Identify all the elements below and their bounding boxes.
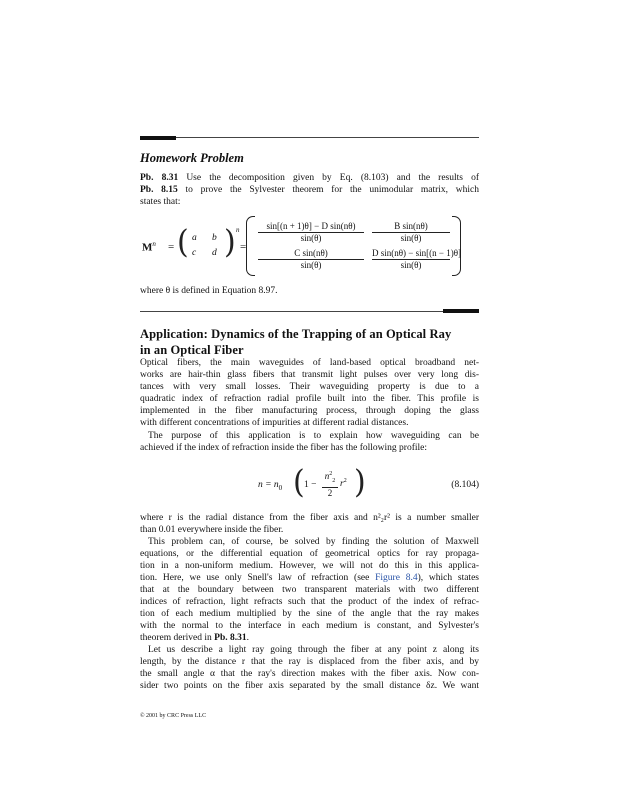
- para4-line: theorem derived in Pb. 8.31.: [140, 633, 249, 643]
- matrix-left-bracket: [246, 216, 255, 276]
- matrix-cell-12: B sin(nθ) sin(θ): [372, 221, 450, 244]
- copyright-footer: © 2001 by CRC Press LLC: [140, 713, 207, 719]
- matrix-cell-11: sin[(n + 1)θ] − D sin(nθ) sin(θ): [258, 221, 364, 244]
- problem-line-2: Pb. 8.15 to prove the Sylvester theorem for the unimodular matrix, which: [140, 185, 479, 195]
- para5-line: Let us describe a light ray going through the fiber at any point z along its: [148, 645, 479, 655]
- para2-line: The purpose of this application is to explain how waveguiding can be: [148, 431, 479, 441]
- index-profile-equation: $n = n_0$ ( 1 − $n^2_2$ 2 $r^2$ ) (8.104): [258, 464, 479, 501]
- matrix-cell-22: D sin(nθ) − sin[(n − 1)θ] sin(θ): [372, 248, 462, 270]
- application-title: Application: Dynamics of the Trapping of an Optical Ray in an Optical Fiber: [140, 327, 452, 357]
- para1-line: quadratic index of refraction radial profile built into the fiber. This profile is: [140, 394, 479, 404]
- para5-line: length, by the distance r that the ray is displaced from the fiber axis, and by: [140, 657, 479, 667]
- section-rule: [140, 311, 479, 312]
- right-paren: ): [224, 224, 236, 261]
- para1-line: with different concentrations of impurities at different radial distances.: [140, 418, 409, 428]
- homework-heading: Homework Problem: [140, 151, 244, 165]
- para2-line: achieved if the index of refraction inside the fiber has the following profile:: [140, 443, 428, 453]
- problem-label: Pb. 8.31: [140, 173, 179, 183]
- matrix-cell-21: C sin(nθ) sin(θ): [258, 248, 364, 271]
- matrix-right-bracket: [452, 216, 461, 276]
- para4-line: indices of refraction, light refracts such that the product of the index of refrac-: [140, 597, 479, 607]
- para1-line: implemented in the fiber manufacturing process, through doping the glass: [140, 406, 479, 416]
- para4-line: This problem can, of course, be solved by finding the solution of Maxwell: [148, 537, 479, 547]
- para1-line: Optical fibers, the main waveguides of land-based optical broadband net-: [140, 358, 479, 368]
- para5-line: the small angle α that the ray's direction makes with the fiber axis. Now con-: [140, 669, 479, 679]
- problem-line-3: states that:: [140, 197, 181, 207]
- para4-line: tion. Here, we use only Snell's law of refraction (see Figure 8.4), which states: [140, 573, 479, 583]
- problem-line-1: Pb. 8.31 Use the decomposition given by Eq. (8.103) and the results of: [140, 173, 479, 183]
- theta-definition: where θ is defined in Equation 8.97.: [140, 286, 278, 296]
- section-rule-accent: [443, 309, 479, 313]
- matrix-lhs: $M^n$: [142, 240, 156, 254]
- top-rule: [140, 137, 479, 138]
- para4-line: with the normal to the interface in each medium is constant, and Sylvester's: [140, 621, 479, 631]
- para3-line: where r is the radial distance from the fiber axis and n²₂r² is a number smaller: [140, 513, 479, 523]
- left-paren: (: [177, 224, 189, 261]
- problem-ref: Pb. 8.15: [140, 185, 178, 195]
- para3-line: than 0.01 everywhere inside the fiber.: [140, 525, 284, 535]
- para5-line: sider two points on the fiber axis separated by the small distance δz. We want: [140, 681, 479, 691]
- sylvester-equation: $M^n$ = ( a b c d ) n = sin[(n + 1)θ] − D sin(nθ) sin(θ) B sin(nθ) sin(θ) C sin(nθ) sin(θ) D sin(nθ) − sin[(n − 1)θ] sin(θ): [140, 216, 479, 278]
- para1-line: tances with very small losses. Their waveguiding property is due to a: [140, 382, 479, 392]
- profile-fraction: $n^2_2$ 2: [322, 469, 338, 499]
- para4-line: equations, or the differential equation of geometrical optics for ray propaga-: [140, 549, 479, 559]
- para4-line: tion of each medium multiplied by the sine of the angle that the ray makes: [140, 609, 479, 619]
- top-rule-accent: [140, 136, 176, 140]
- figure-8-4-link[interactable]: Figure 8.4: [375, 573, 418, 583]
- equation-number: (8.104): [451, 480, 479, 490]
- para1-line: works are hair-thin glass fibers that transmit light pulses over very long dis-: [140, 370, 479, 380]
- para4-line: tion in a non-uniform medium. However, we will not do this in this applica-: [140, 561, 479, 571]
- para4-line: that at the boundary between two transparent materials with two different: [140, 585, 479, 595]
